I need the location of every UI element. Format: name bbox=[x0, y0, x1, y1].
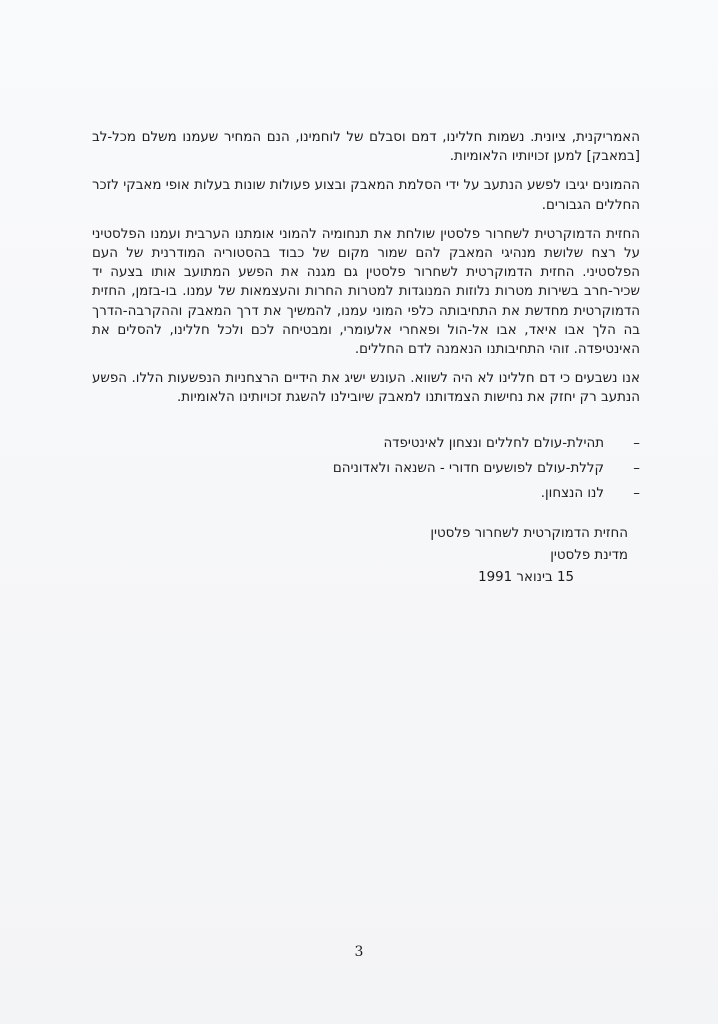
slogan-list bbox=[92, 434, 640, 504]
signature-org: החזית הדמוקרטית לשחרור פלסטין bbox=[430, 526, 628, 542]
document-body bbox=[92, 128, 640, 589]
slogan-item: – תהילת-עולם לחללים ונצחון לאינטיפדה bbox=[92, 434, 640, 453]
signature-block bbox=[392, 523, 628, 589]
paragraph-2: ההמונים יגיבו לפשע הנתעב על ידי הסלמת המאבק ובצוע פעולות שונות בעלות אופי מאבקי לזכר החללים הגבורים. bbox=[92, 178, 640, 213]
page-number: 3 bbox=[354, 944, 364, 960]
paragraph-1: האמריקנית, ציונית. נשמות חללינו, דמם וסבלם של לוחמינו, הנם המחיר שעמנו משלם מכל-לב [במאבק] למען זכויותיו הלאומיות. bbox=[92, 130, 640, 165]
paragraph-4: אנו נשבעים כי דם חללינו לא היה לשווא. העונש ישיג את הידיים הרצחניות הנפשעות הללו. הפשע הנתעב רק יחזק את נחישות הצמדותנו למאבק שיובילנו להשגת זכויותינו הלאומיות. bbox=[92, 371, 640, 406]
signature-date: 15 בינואר 1991 bbox=[478, 570, 574, 586]
paragraph-3: החזית הדמוקרטית לשחרור פלסטין שולחת את תנחומיה להמוני אומתנו הערבית ועמנו הפלסטיני על רצח שלושת מנהיגי המאבק להם שמור מקום של כבוד בהסטוריה המודרנית של העם הפלסטיני. החזית הדמוקרטית לשחרור פלסטין גם מגנה את הפשע המתועב אותו בצעה יד שכיר-חרב בשירות מטרות נלוזות המנוגדות למטרות החרות והעצמאות של עמנו. בו-בזמן, החזית הדמוקרטית מחדשת את התחיבותה כלפי המוני עמנו, להמשיך את דרך המאבק וההקרבה-הדרך בה הלך אבו איאד, אבו אל-הול ופאחרי אלעומרי, ומבטיחה לכם ולכל חללינו, להסלים את האינטיפדה. זוהי התחיבותנו הנאמנה לדם החללים. bbox=[92, 226, 640, 358]
slogan-item: – קללת-עולם לפושעים חדורי - השנאה ולאדוניהם bbox=[92, 459, 640, 478]
slogan-item: – לנו הנצחון. bbox=[92, 484, 640, 503]
signature-state: מדינת פלסטין bbox=[550, 548, 628, 564]
